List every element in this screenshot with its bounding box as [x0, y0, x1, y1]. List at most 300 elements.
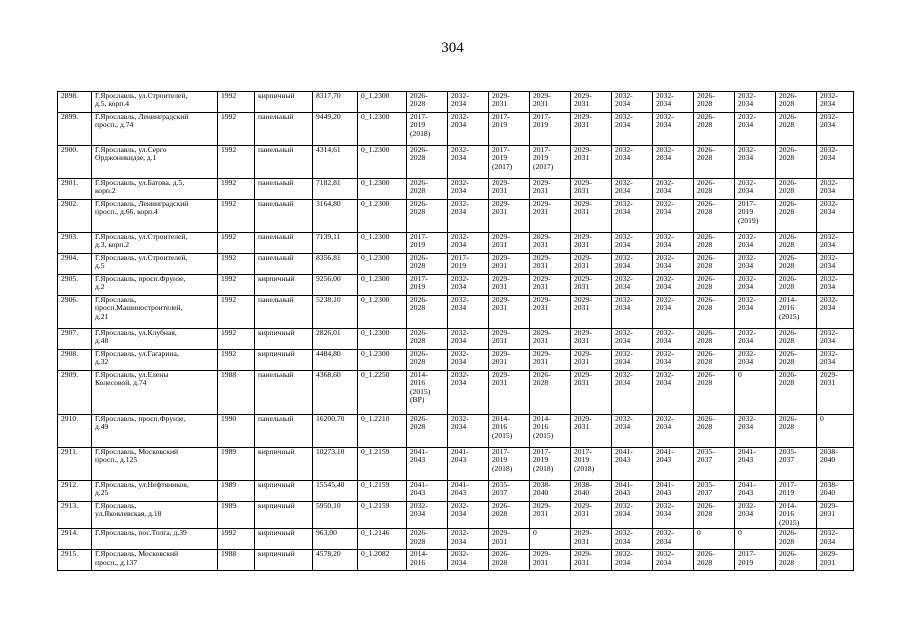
period-cell: 2026- 2028: [776, 329, 817, 350]
period-cell: 2032- 2034: [653, 92, 694, 113]
area-cell: 10273,10: [313, 448, 358, 481]
table-row: [58, 415, 854, 448]
period-cell: 2017- 2019 (2017): [489, 146, 530, 179]
address-cell: Г.Ярославль, Ленинградский просп., д.66, корп.4: [92, 200, 218, 233]
row-number-cell: 2902.: [58, 200, 92, 233]
period-cell: 2026- 2028: [694, 254, 735, 275]
area-cell: 9449,20: [313, 113, 358, 146]
year-cell: 1992: [218, 275, 255, 296]
period-cell: 2032- 2034: [653, 254, 694, 275]
period-cell: 2029- 2031: [571, 200, 612, 233]
period-cell: 2029- 2031: [489, 529, 530, 550]
code-cell: 0_1.2300: [358, 113, 407, 146]
row-number-cell: 2909.: [58, 371, 92, 415]
period-cell: 2032- 2034: [735, 146, 776, 179]
code-cell: 0_1.2300: [358, 92, 407, 113]
address-cell: Г.Ярославль, ул.Серго Орджоникидзе, д.1: [92, 146, 218, 179]
period-cell: 2032- 2034: [612, 529, 653, 550]
area-cell: 3164,80: [313, 200, 358, 233]
buildings-table: [57, 91, 854, 571]
period-cell: 2041- 2043: [448, 481, 489, 502]
period-cell: 2029- 2031: [571, 233, 612, 254]
period-cell: 2032- 2034: [448, 200, 489, 233]
period-cell: 0: [735, 529, 776, 550]
year-cell: 1992: [218, 350, 255, 371]
period-cell: 2032- 2034: [448, 146, 489, 179]
year-cell: 1992: [218, 254, 255, 275]
table-row: [58, 233, 854, 254]
period-cell: 2032- 2034: [612, 502, 653, 529]
area-cell: 963,00: [313, 529, 358, 550]
period-cell: 2032- 2034: [448, 113, 489, 146]
period-cell: 2029- 2031: [530, 233, 571, 254]
period-cell: 2032- 2034: [612, 329, 653, 350]
address-cell: Г.Ярославль, Московский просп., д.125: [92, 448, 218, 481]
period-cell: 2026- 2028: [489, 502, 530, 529]
area-cell: 2826,01: [313, 329, 358, 350]
period-cell: 2035- 2037: [694, 481, 735, 502]
table-row: [58, 350, 854, 371]
period-cell: 2026- 2028: [530, 371, 571, 415]
year-cell: 1992: [218, 329, 255, 350]
period-cell: 2026- 2028: [694, 350, 735, 371]
period-cell: 2026- 2028: [776, 92, 817, 113]
period-cell: 2014- 2016: [407, 550, 448, 571]
row-number-cell: 2904.: [58, 254, 92, 275]
period-cell: 2026- 2028: [694, 415, 735, 448]
table-row: [58, 448, 854, 481]
period-cell: 2029- 2031: [571, 529, 612, 550]
year-cell: 1992: [218, 529, 255, 550]
period-cell: 2026- 2028: [694, 275, 735, 296]
wall-material-cell: кирпичный: [255, 448, 313, 481]
period-cell: 2032- 2034: [653, 179, 694, 200]
period-cell: 2029- 2031: [571, 275, 612, 296]
period-cell: 2029- 2031: [530, 92, 571, 113]
period-cell: 2026- 2028: [776, 200, 817, 233]
period-cell: 2032- 2034: [653, 296, 694, 329]
year-cell: 1992: [218, 179, 255, 200]
wall-material-cell: кирпичный: [255, 350, 313, 371]
code-cell: 0_1.2300: [358, 146, 407, 179]
period-cell: 2041- 2043: [653, 448, 694, 481]
year-cell: 1989: [218, 481, 255, 502]
table-row: [58, 296, 854, 329]
area-cell: 4368,60: [313, 371, 358, 415]
period-cell: 0: [817, 415, 854, 448]
period-cell: 2026- 2028: [694, 296, 735, 329]
period-cell: 2032- 2034: [612, 233, 653, 254]
period-cell: 2029- 2031: [571, 254, 612, 275]
period-cell: 2026- 2028: [694, 550, 735, 571]
period-cell: 2026- 2028: [407, 200, 448, 233]
code-cell: 0_1.2159: [358, 448, 407, 481]
period-cell: 0: [735, 371, 776, 415]
period-cell: 2026- 2028: [776, 529, 817, 550]
table-row: [58, 254, 854, 275]
period-cell: 2032- 2034: [448, 371, 489, 415]
period-cell: 2032- 2034: [817, 254, 854, 275]
period-cell: 2032- 2034: [612, 254, 653, 275]
code-cell: 0_1.2300: [358, 275, 407, 296]
period-cell: 2026- 2028: [776, 254, 817, 275]
period-cell: 2029- 2031: [489, 371, 530, 415]
area-cell: 16200,70: [313, 415, 358, 448]
table-row: [58, 179, 854, 200]
period-cell: 2032- 2034: [817, 200, 854, 233]
period-cell: 2032- 2034: [612, 113, 653, 146]
address-cell: Г.Ярославль, пос.Толга, д.39: [92, 529, 218, 550]
period-cell: 2032- 2034: [817, 113, 854, 146]
period-cell: 2026- 2028: [407, 296, 448, 329]
period-cell: 2032- 2034: [817, 529, 854, 550]
area-cell: 8317,70: [313, 92, 358, 113]
address-cell: Г.Ярославль, ул.Гагарина, д.32: [92, 350, 218, 371]
period-cell: 2032- 2034: [735, 233, 776, 254]
period-cell: 2029- 2031: [571, 146, 612, 179]
period-cell: 2026- 2028: [776, 415, 817, 448]
table-row: [58, 113, 854, 146]
period-cell: 2032- 2034: [817, 296, 854, 329]
period-cell: 2017- 2019 (2018): [571, 448, 612, 481]
period-cell: 2032- 2034: [612, 371, 653, 415]
period-cell: 2032- 2034: [735, 179, 776, 200]
period-cell: 2041- 2043: [735, 448, 776, 481]
period-cell: 2026- 2028: [407, 415, 448, 448]
period-cell: 2014- 2016 (2015): [776, 502, 817, 529]
period-cell: 2026- 2028: [407, 179, 448, 200]
table-row: [58, 200, 854, 233]
period-cell: 2032- 2034: [653, 550, 694, 571]
period-cell: 2014- 2016 (2015): [530, 415, 571, 448]
period-cell: 2032- 2034: [448, 92, 489, 113]
period-cell: 2032- 2034: [817, 329, 854, 350]
period-cell: 2029- 2031: [571, 415, 612, 448]
table-row: [58, 550, 854, 571]
area-cell: 15545,40: [313, 481, 358, 502]
code-cell: 0_1.2300: [358, 179, 407, 200]
period-cell: 2029- 2031: [571, 371, 612, 415]
row-number-cell: 2910.: [58, 415, 92, 448]
period-cell: 2032- 2034: [735, 113, 776, 146]
period-cell: 2029- 2031: [489, 254, 530, 275]
period-cell: 2032- 2034: [653, 329, 694, 350]
period-cell: 2029- 2031: [571, 502, 612, 529]
period-cell: 2032- 2034: [448, 415, 489, 448]
row-number-cell: 2903.: [58, 233, 92, 254]
wall-material-cell: панельный: [255, 200, 313, 233]
period-cell: 2029- 2031: [817, 550, 854, 571]
period-cell: 2032- 2034: [612, 200, 653, 233]
period-cell: 2032- 2034: [653, 371, 694, 415]
period-cell: 2029- 2031: [571, 92, 612, 113]
period-cell: 2026- 2028: [407, 350, 448, 371]
code-cell: 0_1.2300: [358, 254, 407, 275]
wall-material-cell: панельный: [255, 371, 313, 415]
table-row: [58, 502, 854, 529]
period-cell: 2029- 2031: [817, 502, 854, 529]
period-cell: 2026- 2028: [694, 179, 735, 200]
row-number-cell: 2908.: [58, 350, 92, 371]
period-cell: 2026- 2028: [694, 329, 735, 350]
area-cell: 4484,80: [313, 350, 358, 371]
address-cell: Г.Ярославль, просп.Фрунзе, д.49: [92, 415, 218, 448]
code-cell: 0_1.2146: [358, 529, 407, 550]
period-cell: 2035- 2037: [776, 448, 817, 481]
table-row: [58, 92, 854, 113]
table-row: [58, 371, 854, 415]
wall-material-cell: кирпичный: [255, 502, 313, 529]
table-row: [58, 481, 854, 502]
year-cell: 1989: [218, 502, 255, 529]
wall-material-cell: кирпичный: [255, 275, 313, 296]
period-cell: 2029- 2031: [571, 350, 612, 371]
period-cell: 2029- 2031: [489, 233, 530, 254]
period-cell: 2026- 2028: [776, 550, 817, 571]
period-cell: 2032- 2034: [735, 92, 776, 113]
wall-material-cell: кирпичный: [255, 529, 313, 550]
period-cell: 2038- 2040: [571, 481, 612, 502]
address-cell: Г.Ярославль, ул.Строителей, д.5, корп.4: [92, 92, 218, 113]
year-cell: 1990: [218, 415, 255, 448]
period-cell: 2032- 2034: [735, 350, 776, 371]
address-cell: Г.Ярославль, просп.Фрунзе, д.2: [92, 275, 218, 296]
area-cell: 5238,10: [313, 296, 358, 329]
address-cell: Г.Ярославль, ул.Яковлевская, д.18: [92, 502, 218, 529]
wall-material-cell: панельный: [255, 113, 313, 146]
row-number-cell: 2914.: [58, 529, 92, 550]
period-cell: 2017- 2019: [407, 233, 448, 254]
period-cell: 2032- 2034: [735, 415, 776, 448]
period-cell: 2017- 2019 (2018): [407, 113, 448, 146]
period-cell: 2029- 2031: [489, 350, 530, 371]
period-cell: 2029- 2031: [489, 92, 530, 113]
page-number: 304: [441, 40, 464, 56]
wall-material-cell: кирпичный: [255, 550, 313, 571]
row-number-cell: 2900.: [58, 146, 92, 179]
period-cell: 2026- 2028: [407, 92, 448, 113]
period-cell: 2035- 2037: [489, 481, 530, 502]
period-cell: 2032- 2034: [653, 502, 694, 529]
period-cell: 2032- 2034: [448, 329, 489, 350]
period-cell: 2032- 2034: [448, 275, 489, 296]
period-cell: 2029- 2031: [571, 113, 612, 146]
period-cell: 2041- 2043: [448, 448, 489, 481]
row-number-cell: 2906.: [58, 296, 92, 329]
period-cell: 2032- 2034: [448, 529, 489, 550]
period-cell: 2029- 2031: [571, 550, 612, 571]
period-cell: 2026- 2028: [407, 254, 448, 275]
period-cell: 2032- 2034: [612, 350, 653, 371]
address-cell: Г.Ярославль, просп.Машиностроителей, д.21: [92, 296, 218, 329]
period-cell: 2032- 2034: [612, 550, 653, 571]
row-number-cell: 2899.: [58, 113, 92, 146]
period-cell: 2029- 2031: [571, 329, 612, 350]
period-cell: 2032- 2034: [448, 350, 489, 371]
period-cell: 2032- 2034: [612, 415, 653, 448]
period-cell: 2029- 2031: [571, 179, 612, 200]
period-cell: 2026- 2028: [694, 146, 735, 179]
table-row: [58, 146, 854, 179]
period-cell: 2041- 2043: [407, 448, 448, 481]
period-cell: 2029- 2031: [489, 179, 530, 200]
period-cell: 2017- 2019 (2017): [530, 146, 571, 179]
period-cell: 2026- 2028: [776, 113, 817, 146]
period-cell: 2026- 2028: [407, 146, 448, 179]
period-cell: 2041- 2043: [653, 481, 694, 502]
period-cell: 2032- 2034: [612, 179, 653, 200]
year-cell: 1992: [218, 296, 255, 329]
code-cell: 0_1.2082: [358, 550, 407, 571]
period-cell: 2029- 2031: [489, 296, 530, 329]
period-cell: 2014- 2016 (2015) (ВР): [407, 371, 448, 415]
period-cell: 2041- 2043: [612, 481, 653, 502]
code-cell: 0_1.2300: [358, 329, 407, 350]
code-cell: 0_1.2300: [358, 233, 407, 254]
table-row: [58, 329, 854, 350]
row-number-cell: 2912.: [58, 481, 92, 502]
period-cell: 2032- 2034: [735, 275, 776, 296]
area-cell: 7182,81: [313, 179, 358, 200]
period-cell: 2032- 2034: [817, 350, 854, 371]
row-number-cell: 2915.: [58, 550, 92, 571]
period-cell: 2029- 2031: [530, 350, 571, 371]
period-cell: 2029- 2031: [571, 296, 612, 329]
period-cell: 2026- 2028: [776, 146, 817, 179]
row-number-cell: 2913.: [58, 502, 92, 529]
period-cell: 2017- 2019: [735, 550, 776, 571]
period-cell: 2029- 2031: [530, 296, 571, 329]
period-cell: 2032- 2034: [653, 146, 694, 179]
period-cell: 2017- 2019: [448, 254, 489, 275]
period-cell: 2032- 2034: [653, 350, 694, 371]
area-cell: 9256,00: [313, 275, 358, 296]
wall-material-cell: панельный: [255, 179, 313, 200]
row-number-cell: 2905.: [58, 275, 92, 296]
year-cell: 1992: [218, 233, 255, 254]
period-cell: 2032- 2034: [817, 233, 854, 254]
period-cell: 2032- 2034: [653, 233, 694, 254]
period-cell: 2026- 2028: [489, 550, 530, 571]
period-cell: 2032- 2034: [653, 415, 694, 448]
period-cell: 2026- 2028: [407, 329, 448, 350]
period-cell: 0: [530, 529, 571, 550]
wall-material-cell: панельный: [255, 146, 313, 179]
period-cell: 2038- 2040: [817, 481, 854, 502]
period-cell: 2026- 2028: [694, 200, 735, 233]
period-cell: 2029- 2031: [530, 329, 571, 350]
year-cell: 1992: [218, 200, 255, 233]
period-cell: 2017- 2019: [489, 113, 530, 146]
period-cell: 2026- 2028: [776, 275, 817, 296]
code-cell: 0_1.2210: [358, 415, 407, 448]
area-cell: 4578,20: [313, 550, 358, 571]
code-cell: 0_1.2300: [358, 200, 407, 233]
address-cell: Г.Ярославль, Московский просп., д.137: [92, 550, 218, 571]
period-cell: 2026- 2028: [694, 371, 735, 415]
period-cell: 2029- 2031: [489, 275, 530, 296]
year-cell: 1992: [218, 146, 255, 179]
period-cell: 2029- 2031: [817, 371, 854, 415]
period-cell: 2032- 2034: [817, 92, 854, 113]
period-cell: 2017- 2019: [776, 481, 817, 502]
period-cell: 2032- 2034: [817, 179, 854, 200]
period-cell: 2029- 2031: [530, 179, 571, 200]
address-cell: Г.Ярославль, ул.Строителей, д.3, корп.2: [92, 233, 218, 254]
period-cell: 2029- 2031: [530, 254, 571, 275]
table-row: [58, 275, 854, 296]
period-cell: 2032- 2034: [653, 113, 694, 146]
period-cell: 2032- 2034: [817, 146, 854, 179]
period-cell: 2032- 2034: [448, 502, 489, 529]
row-number-cell: 2911.: [58, 448, 92, 481]
period-cell: 2029- 2031: [489, 200, 530, 233]
code-cell: 0_1.2250: [358, 371, 407, 415]
row-number-cell: 2907.: [58, 329, 92, 350]
period-cell: 2032- 2034: [817, 275, 854, 296]
period-cell: 2032- 2034: [612, 275, 653, 296]
period-cell: 2032- 2034: [448, 550, 489, 571]
period-cell: 2035- 2037: [694, 448, 735, 481]
period-cell: 2032- 2034: [612, 296, 653, 329]
wall-material-cell: кирпичный: [255, 329, 313, 350]
area-cell: 8356,81: [313, 254, 358, 275]
period-cell: 2029- 2031: [530, 200, 571, 233]
address-cell: Г.Ярославль, ул.Строителей, д.5: [92, 254, 218, 275]
address-cell: Г.Ярославль, Ленинградский просп., д.74: [92, 113, 218, 146]
row-number-cell: 2901.: [58, 179, 92, 200]
period-cell: 2032- 2034: [735, 296, 776, 329]
period-cell: 2032- 2034: [407, 502, 448, 529]
period-cell: 2032- 2034: [735, 254, 776, 275]
period-cell: 2017- 2019 (2018): [489, 448, 530, 481]
period-cell: 2026- 2028: [776, 350, 817, 371]
address-cell: Г.Ярославль, ул.Нефтяников, д.25: [92, 481, 218, 502]
period-cell: 2032- 2034: [735, 329, 776, 350]
wall-material-cell: кирпичный: [255, 481, 313, 502]
table-row: [58, 529, 854, 550]
wall-material-cell: панельный: [255, 415, 313, 448]
wall-material-cell: панельный: [255, 233, 313, 254]
period-cell: 2017- 2019 (2018): [530, 448, 571, 481]
period-cell: 2026- 2028: [776, 233, 817, 254]
code-cell: 0_1.2300: [358, 296, 407, 329]
period-cell: 2032- 2034: [448, 233, 489, 254]
period-cell: 2026- 2028: [776, 179, 817, 200]
period-cell: 2032- 2034: [448, 296, 489, 329]
period-cell: 2032- 2034: [448, 179, 489, 200]
period-cell: 2041- 2043: [735, 481, 776, 502]
wall-material-cell: панельный: [255, 296, 313, 329]
period-cell: 2032- 2034: [735, 502, 776, 529]
period-cell: 2038- 2040: [817, 448, 854, 481]
address-cell: Г.Ярославль, ул.Клубная, д.48: [92, 329, 218, 350]
period-cell: 2017- 2019: [407, 275, 448, 296]
period-cell: 2017- 2019 (2019): [735, 200, 776, 233]
period-cell: 2029- 2031: [530, 502, 571, 529]
period-cell: 2029- 2031: [530, 550, 571, 571]
period-cell: 2032- 2034: [612, 146, 653, 179]
row-number-cell: 2898.: [58, 92, 92, 113]
code-cell: 0_1.2159: [358, 481, 407, 502]
year-cell: 1992: [218, 92, 255, 113]
period-cell: 2014- 2016 (2015): [489, 415, 530, 448]
area-cell: 7139,11: [313, 233, 358, 254]
period-cell: 2026- 2028: [694, 113, 735, 146]
period-cell: 2032- 2034: [612, 92, 653, 113]
period-cell: 2014- 2016 (2015): [776, 296, 817, 329]
period-cell: 2026- 2028: [694, 502, 735, 529]
